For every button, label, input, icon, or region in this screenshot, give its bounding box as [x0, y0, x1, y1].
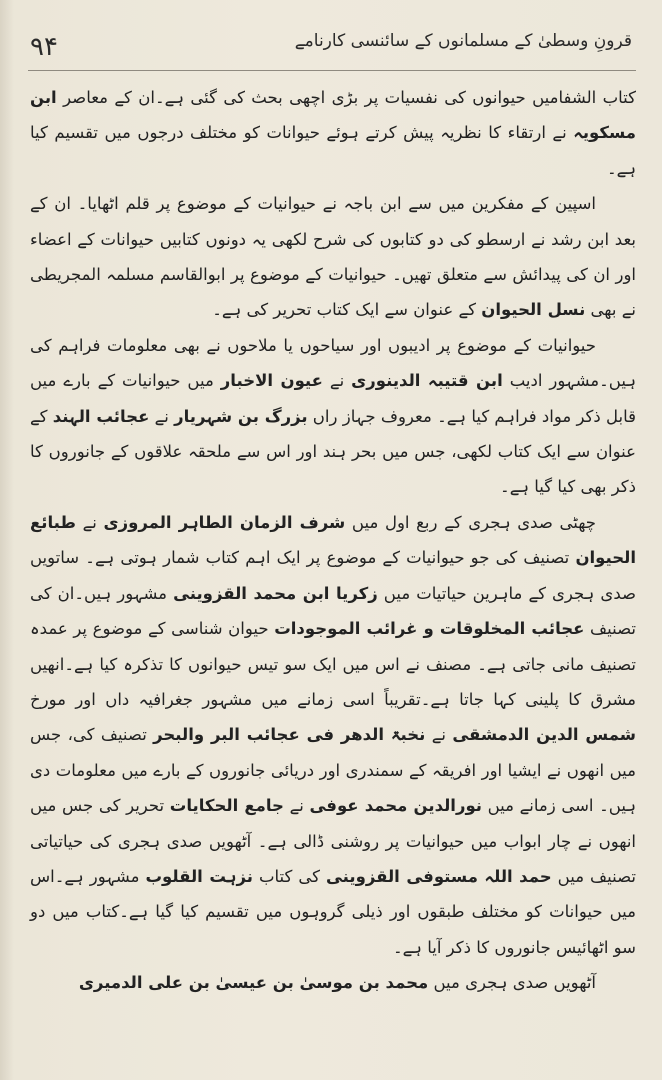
text-run: کی کتاب [252, 866, 326, 886]
paragraph-3 [30, 328, 636, 505]
bold-term: طبائع الحیوان [30, 512, 636, 568]
bold-term: محمد بن موسیٰ بن عیسیٰ بن علی الدمیری [78, 973, 429, 993]
text-run: تصنیف کی جو حیوانیات کے موضوع پر ایک اہم کتاب شمار ہوتی ہے۔ ساتویں صدی ہجری کے ماہرین حیاتیات میں [30, 548, 636, 603]
bold-term: عجائب المخلوقات و غرائب الموجودات [274, 619, 585, 639]
text-run: تصنیف کی، جس میں انھوں نے ایشیا اور افریقہ کے سمندری اور دریائی جانوروں کے بارے میں معلومات دی ہیں۔ اسی زمانے میں [30, 725, 636, 816]
bold-term: ابن قتیبہ الدینوری [351, 371, 503, 391]
text-run: حیوانیات کے موضوع پر ادیبوں اور سیاحوں یا ملاحوں نے بھی معلومات فراہم کی ہیں۔مشہور ادیب [30, 335, 636, 391]
text-run: مشہور ہیں۔ان کی تصنیف [30, 583, 636, 639]
bold-term: جامع الحکایات [169, 796, 284, 816]
bold-term: نورالدین محمد عوفی [309, 796, 482, 816]
page-number: ۹۴ [30, 32, 58, 62]
text-run: مشہور ہے۔اس میں حیوانات کو مختلف طبقوں اور ذیلی گروہوں میں تقسیم کیا گیا ہے۔کتاب میں دو سو اٹھائیس جانوروں کا ذکر آیا ہے۔ [30, 866, 636, 957]
text-run: میں حیوانیات کے بارے میں قابل ذکر مواد فراہم کیا ہے۔ معروف جہاز راں [30, 371, 637, 426]
text-run: نے [283, 796, 310, 816]
text-run: کے عنوان سے ایک کتاب تحریر کی ہے۔ [212, 300, 482, 320]
paragraph-2 [30, 186, 636, 328]
text-run: آٹھویں صدی ہجری میں [428, 973, 596, 993]
text-run: کتاب الشفا [558, 88, 636, 107]
bold-term: شمس الدین الدمشقی [452, 725, 637, 745]
text-run: میں حیوانوں کی نفسیات پر بڑی اچھی بحث کی گئی ہے۔ان کے معاصر [56, 88, 559, 107]
bold-term: نزہت القلوب [145, 866, 253, 886]
body-text [30, 80, 636, 1001]
bold-term: بزرگ بن شہریار [174, 406, 308, 426]
text-run: نے ارتقاء کا نظریہ پیش کرتے ہوئے حیوانات کو مختلف درجوں میں تقسیم کیا ہے۔ [30, 123, 636, 178]
paragraph-1 [30, 80, 636, 186]
text-run: کے عنوان سے ایک کتاب لکھی، جس میں بحر ہند اور اس سے ملحقہ علاقوں کے جانوروں کا ذکر بھی کیا گیا ہے۔ [30, 406, 636, 497]
bold-term: عجائب الہند [52, 406, 150, 426]
text-run: حیوان شناسی کے موضوع پر عمدہ تصنیف مانی جاتی ہے۔ مصنف نے اس میں ایک سو تیس حیوانوں کا تذکرہ کیا ہے۔انھیں مشرق کا پلینی کہا جاتا ہے۔تقریباً اسی زمانے میں مشہور جغرافیہ داں اور مورخ [30, 619, 636, 709]
bold-term: نسل الحیوان [481, 300, 586, 320]
paragraph-5 [30, 965, 636, 1000]
bold-term: ابن مسکویہ [30, 88, 636, 143]
paragraph-4 [30, 505, 636, 965]
text-run: چھٹی صدی ہجری کے ربع اول میں [345, 512, 597, 532]
bold-term: عیون الاخبار [220, 371, 323, 391]
header-rule [28, 70, 636, 71]
running-header: قرونِ وسطیٰ کے مسلمانوں کے سائنسی کارنامے [294, 31, 632, 51]
bold-term: زکریا ابن محمد القزوینی [173, 583, 378, 603]
text-run: اسپین کے مفکرین میں سے ابن باجہ نے حیوانیات کے موضوع پر قلم اٹھایا۔ ان کے بعد ابن رشد نے ارسطو کی دو کتابوں کی شرح لکھی یہ دونوں کتابیں حیوانات کے اعضاء اور ان کی پیدائش سے متعلق تھیں۔ حیوانیات کے موضوع پر ابوالقاسم مسلمہ المجریطی نے بھی [30, 194, 636, 320]
bold-term: شرف الزمان الطاہر المروزی [103, 512, 346, 532]
bold-term: نخبۃ الدھر فی عجائب البر والبحر [153, 725, 426, 745]
text-run: نے [149, 406, 175, 426]
text-run: نے [75, 512, 104, 532]
text-run: تحریر کی جس میں انھوں نے چار ابواب میں حیوانیات پر روشنی ڈالی ہے۔ آٹھویں صدی ہجری کی حیاتیاتی تصنیف میں [30, 796, 636, 886]
text-run: نے [425, 725, 453, 745]
text-run: نے [322, 371, 352, 391]
bold-term: حمد اللہ مستوفی القزوینی [325, 866, 552, 886]
